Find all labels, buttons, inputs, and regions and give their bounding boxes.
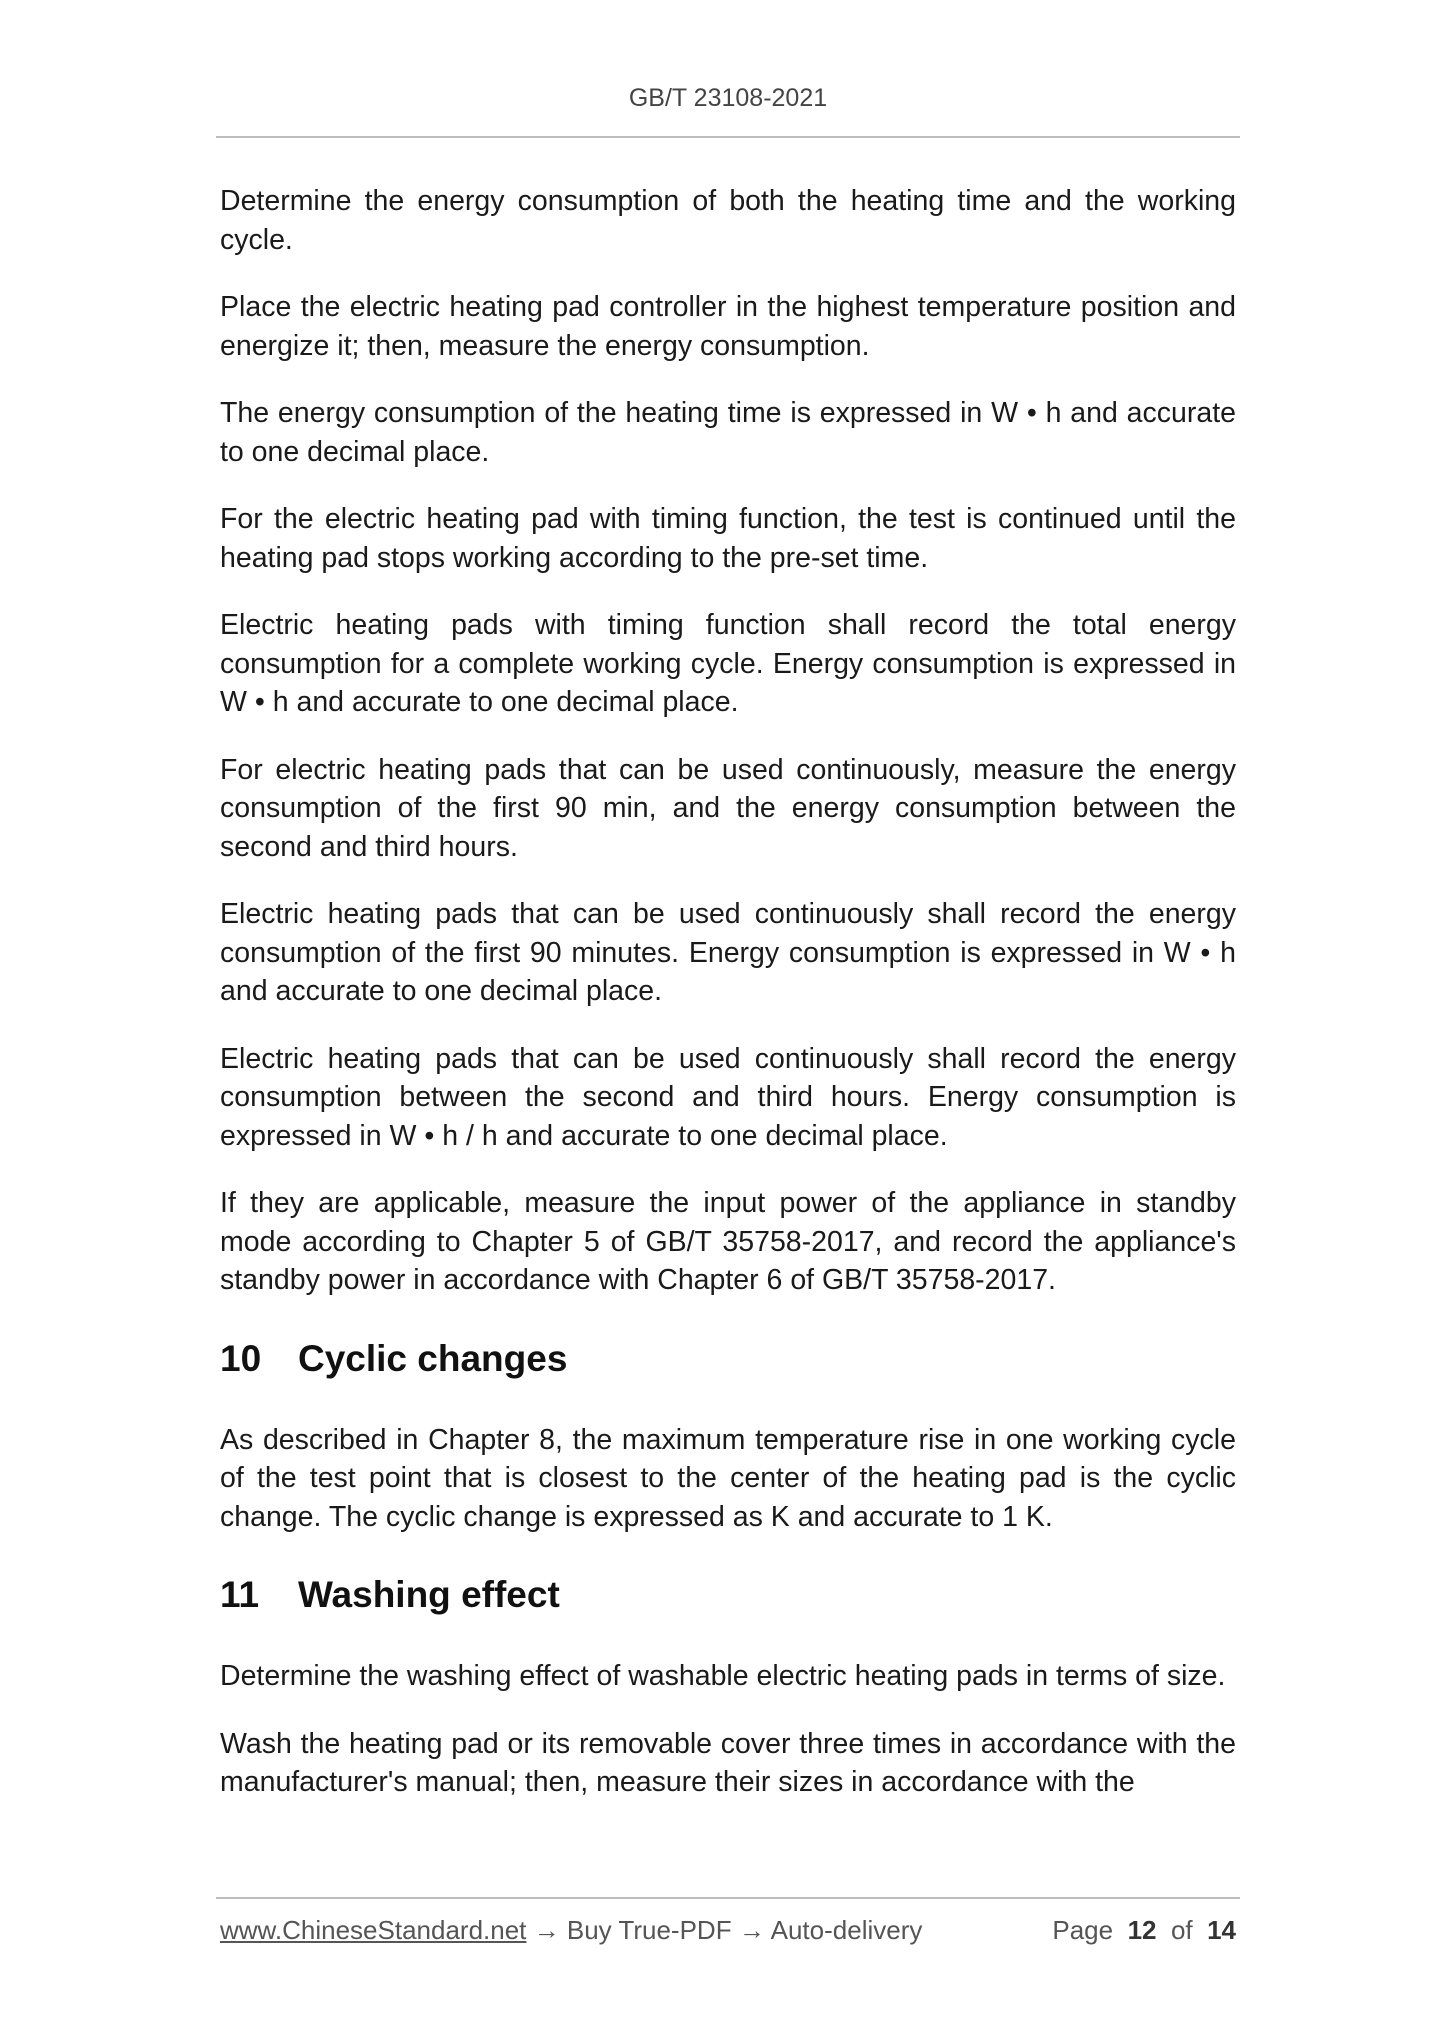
page-total: 14 xyxy=(1207,1915,1236,1945)
paragraph: Electric heating pads that can be used continuously shall record the energy consumption between the second and third hours. Energy consumption is expressed in W • h / h and accurate to one decimal place. xyxy=(220,1042,1236,1152)
document-header: GB/T 23108-2021 xyxy=(628,84,828,112)
page-current: 12 xyxy=(1127,1915,1157,1945)
section-heading-11 xyxy=(220,1573,1236,1617)
paragraph: The energy consumption of the heating time is expressed in W • h and accurate to one decimal place. xyxy=(220,397,1236,468)
paragraph: For electric heating pads that can be used continuously, measure the energy consumption of the first 90 min, and the energy consumption between the second and third hours. xyxy=(220,753,1236,863)
paragraph: Electric heating pads with timing function shall record the total energy consumption for a complete working cycle. Energy consumption is expressed in W • h and accurate to one decimal place. xyxy=(220,609,1236,718)
section-title: Cyclic changes xyxy=(298,1337,568,1379)
section-heading-10 xyxy=(220,1337,1236,1381)
buy-true-pdf-text: Buy True-PDF xyxy=(566,1915,732,1945)
paragraph: Place the electric heating pad controller in the highest temperature position and energize it; then, measure the energy consumption. xyxy=(220,291,1236,362)
page-label: Page xyxy=(1052,1915,1114,1945)
header-divider xyxy=(216,136,1240,138)
of-label: of xyxy=(1170,1915,1193,1945)
section-number: 10 xyxy=(220,1337,262,1379)
footer-divider xyxy=(216,1897,1240,1899)
paragraph: As described in Chapter 8, the maximum temperature rise in one working cycle of the test point that is closest to the center of the heating pad is the cyclic change. The cyclic change is expressed as K and accurate to 1 K. xyxy=(220,1423,1236,1533)
section-title: Washing effect xyxy=(298,1574,560,1615)
page-footer xyxy=(220,1913,1236,1947)
auto-delivery-text: Auto-delivery xyxy=(770,1915,923,1945)
paragraph: For the electric heating pad with timing function, the test is continued until the heating pad stops working according to the pre-set time. xyxy=(220,503,1236,574)
paragraph: Wash the heating pad or its removable cover three times in accordance with the manufacturer's manual; then, measure their sizes in accordance with the xyxy=(220,1727,1236,1798)
paragraph: Electric heating pads that can be used continuously shall record the energy consumption of the first 90 minutes. Energy consumption is expressed in W • h and accurate to one decimal place. xyxy=(220,898,1236,1007)
paragraph: Determine the energy consumption of both the heating time and the working cycle. xyxy=(220,185,1236,256)
paragraph: If they are applicable, measure the input power of the appliance in standby mode according to Chapter 5 of GB/T 35758-2017, and record the appliance's standby power in accordance with Chapter 6 of GB/T 35758-2017. xyxy=(220,1187,1236,1296)
section-number: 11 xyxy=(220,1574,260,1615)
arrow-icon: → xyxy=(738,1915,765,1945)
page-indicator xyxy=(1052,1913,1236,1947)
paragraph: Determine the washing effect of washable electric heating pads in terms of size. xyxy=(220,1660,1226,1692)
page-body xyxy=(220,182,1236,1831)
arrow-icon: → xyxy=(533,1915,560,1945)
website-link[interactable]: www.ChineseStandard.net xyxy=(220,1915,527,1945)
